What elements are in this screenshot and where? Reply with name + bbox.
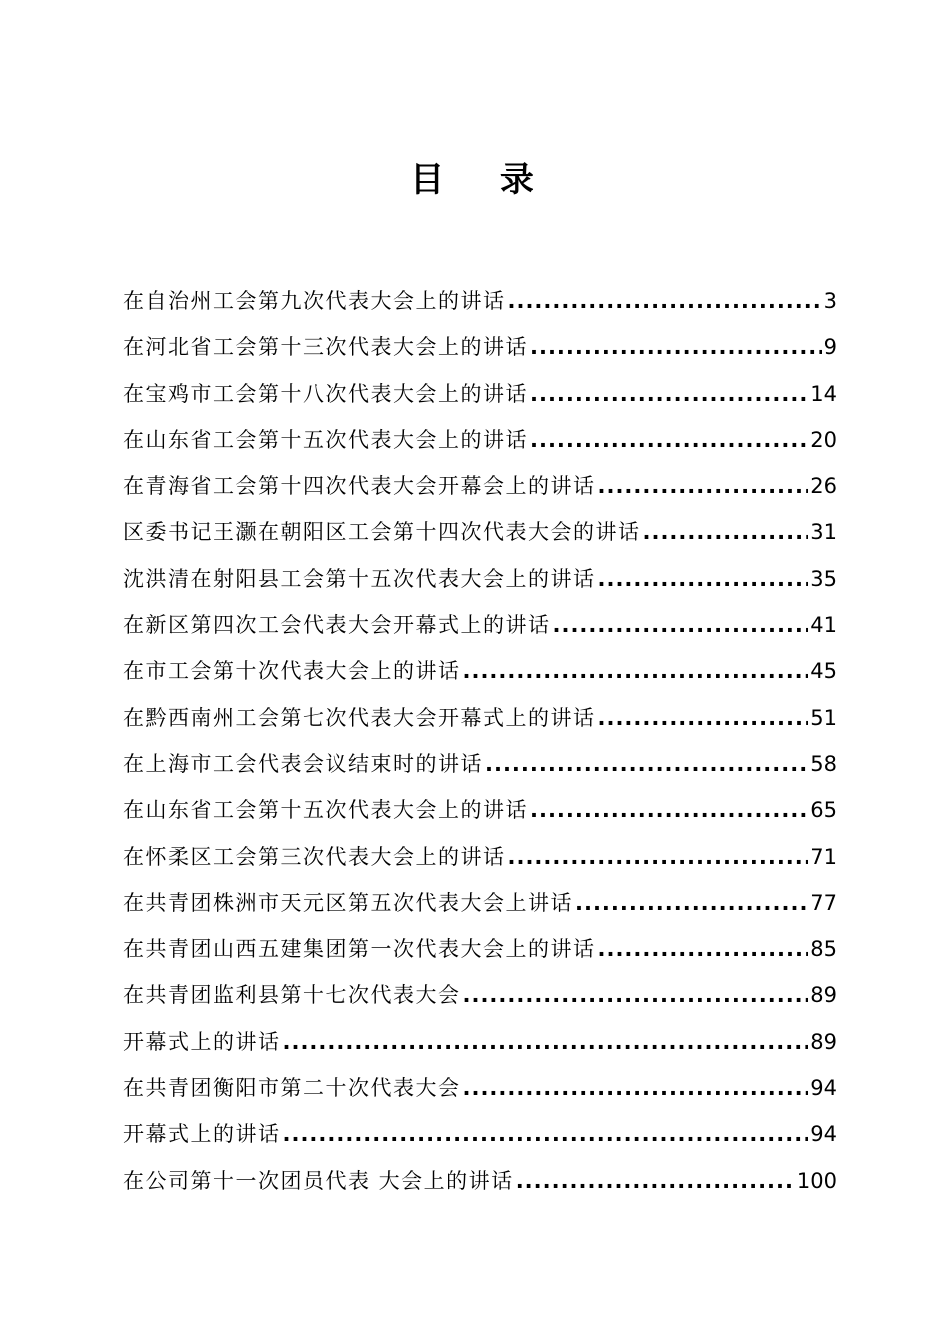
toc-entry[interactable]: [123, 834, 837, 880]
dot-leader: [530, 371, 808, 417]
dot-leader: [598, 463, 809, 509]
toc-entry-title: 开幕式上的讲话: [123, 1029, 281, 1054]
dot-leader: [283, 1019, 809, 1065]
toc-entry-title: 在共青团衡阳市第二十次代表大会: [123, 1076, 461, 1101]
dot-leader: [463, 1065, 809, 1111]
toc-entry-title: 区委书记王灏在朝阳区工会第十四次代表大会的讲话: [123, 520, 641, 545]
toc-entry-page-number: 51: [810, 705, 837, 730]
toc-entry-page-number: 65: [810, 798, 837, 823]
toc-entry[interactable]: [123, 324, 837, 370]
dot-leader: [530, 787, 808, 833]
toc-entry-page-number: 3: [823, 289, 837, 313]
dot-leader: [508, 834, 809, 880]
toc-entry-title: 在黔西南州工会第七次代表大会开幕式上的讲话: [123, 705, 596, 730]
dot-leader: [530, 417, 808, 463]
toc-entry-page-number: 94: [810, 1122, 837, 1147]
toc-entry-page-number: 26: [810, 474, 837, 499]
toc-entry[interactable]: [123, 1158, 837, 1204]
toc-entry[interactable]: [123, 1019, 837, 1065]
toc-entry[interactable]: [123, 926, 837, 972]
toc-entry-page-number: 45: [810, 659, 837, 684]
toc-entry[interactable]: [123, 787, 837, 833]
toc-entry[interactable]: [123, 278, 837, 324]
toc-entry-title: 在新区第四次工会代表大会开幕式上的讲话: [123, 613, 551, 638]
toc-entry-title: 在自治州工会第九次代表大会上的讲话: [123, 289, 506, 313]
toc-entry-page-number: 89: [810, 1029, 837, 1054]
dot-leader: [516, 1158, 795, 1204]
toc-entry-page-number: 77: [810, 890, 837, 915]
toc-entry-title: 在怀柔区工会第三次代表大会上的讲话: [123, 844, 506, 869]
toc-entry-page-number: 31: [810, 520, 837, 545]
toc-entry-page-number: 58: [810, 751, 837, 776]
toc-entry-page-number: 35: [810, 566, 837, 591]
toc-entry[interactable]: [123, 695, 837, 741]
dot-leader: [283, 1111, 809, 1157]
dot-leader: [508, 278, 822, 324]
toc-entry-page-number: 14: [810, 381, 837, 406]
toc-entry-page-number: 100: [796, 1168, 837, 1193]
toc-entry[interactable]: [123, 417, 837, 463]
dot-leader: [643, 509, 809, 555]
toc-entry-title: 在公司第十一次团员代表 大会上的讲话: [123, 1168, 514, 1193]
toc-entry[interactable]: [123, 509, 837, 555]
toc-entry-page-number: 85: [810, 937, 837, 962]
toc-entry[interactable]: [123, 1111, 837, 1157]
toc-entry[interactable]: [123, 741, 837, 787]
toc-entry-title: 在青海省工会第十四次代表大会开幕会上的讲话: [123, 474, 596, 499]
toc-entry-title: 在河北省工会第十三次代表大会上的讲话: [123, 335, 528, 360]
toc-entry-page-number: 41: [810, 613, 837, 638]
toc-entry-title: 在市工会第十次代表大会上的讲话: [123, 659, 461, 684]
toc-entry[interactable]: [123, 463, 837, 509]
dot-leader: [598, 695, 809, 741]
dot-leader: [530, 324, 822, 370]
toc-list: [123, 278, 837, 1204]
toc-entry-title: 在共青团山西五建集团第一次代表大会上的讲话: [123, 937, 596, 962]
toc-entry-title: 沈洪清在射阳县工会第十五次代表大会上的讲话: [123, 566, 596, 591]
toc-entry-page-number: 89: [810, 983, 837, 1008]
toc-entry[interactable]: [123, 880, 837, 926]
toc-entry-title: 在山东省工会第十五次代表大会上的讲话: [123, 427, 528, 452]
dot-leader: [463, 972, 809, 1018]
dot-leader: [598, 926, 809, 972]
toc-entry-title: 在山东省工会第十五次代表大会上的讲话: [123, 798, 528, 823]
toc-entry-title: 在共青团监利县第十七次代表大会: [123, 983, 461, 1008]
toc-entry[interactable]: [123, 648, 837, 694]
toc-entry-title: 开幕式上的讲话: [123, 1122, 281, 1147]
dot-leader: [485, 741, 808, 787]
toc-entry-page-number: 94: [810, 1076, 837, 1101]
dot-leader: [553, 602, 809, 648]
toc-entry[interactable]: [123, 602, 837, 648]
toc-entry[interactable]: [123, 972, 837, 1018]
toc-entry-page-number: 71: [810, 844, 837, 869]
dot-leader: [598, 556, 809, 602]
toc-entry[interactable]: [123, 556, 837, 602]
toc-entry-page-number: 9: [823, 335, 837, 360]
toc-entry-title: 在上海市工会代表会议结束时的讲话: [123, 751, 483, 776]
toc-entry[interactable]: [123, 1065, 837, 1111]
dot-leader: [575, 880, 808, 926]
toc-entry-title: 在共青团株洲市天元区第五次代表大会上讲话: [123, 890, 573, 915]
toc-entry-page-number: 20: [810, 427, 837, 452]
toc-title: 目 录: [410, 160, 556, 200]
toc-entry-title: 在宝鸡市工会第十八次代表大会上的讲话: [123, 381, 528, 406]
dot-leader: [463, 648, 809, 694]
toc-entry[interactable]: [123, 371, 837, 417]
